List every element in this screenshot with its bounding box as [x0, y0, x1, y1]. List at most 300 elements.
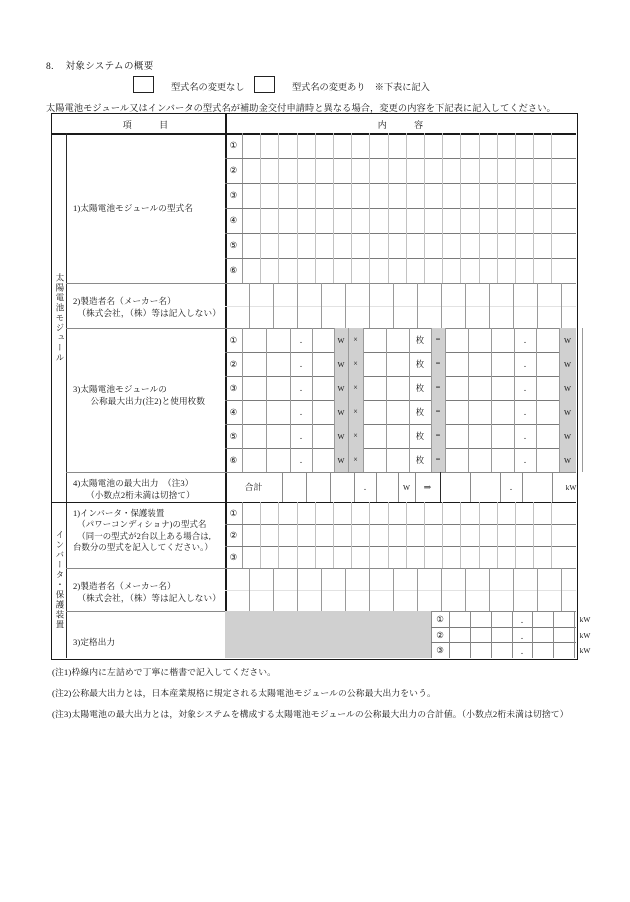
module-output-cell[interactable] [266, 448, 290, 472]
inverter-type-name-cell[interactable] [497, 524, 515, 546]
inverter-maker-cell[interactable] [489, 568, 513, 590]
module-type-name-cell[interactable] [497, 233, 515, 258]
inverter-type-name-cell[interactable] [278, 502, 296, 524]
module-type-name-cell[interactable] [479, 183, 497, 208]
module-type-name-cell[interactable] [388, 183, 406, 208]
inverter-maker-cell[interactable] [441, 590, 465, 612]
module-type-name-cell[interactable] [442, 208, 460, 233]
module-type-name-cell[interactable] [460, 183, 478, 208]
module-output-cell[interactable] [242, 424, 266, 448]
total-output-cell[interactable] [500, 472, 522, 502]
inverter-type-name-cell[interactable] [533, 524, 551, 546]
inverter-type-name-cell[interactable] [551, 502, 569, 524]
module-output-cell[interactable] [468, 328, 491, 352]
rated-output-cell[interactable] [491, 611, 512, 627]
total-output-cell[interactable] [282, 472, 306, 502]
inverter-maker-cell[interactable] [249, 590, 273, 612]
module-output-cell[interactable] [536, 376, 559, 400]
module-type-name-cell[interactable] [333, 183, 351, 208]
module-output-cell[interactable] [468, 376, 491, 400]
module-output-cell[interactable] [386, 400, 409, 424]
inverter-maker-cell[interactable] [393, 590, 417, 612]
inverter-type-name-cell[interactable] [406, 524, 424, 546]
module-maker-cell[interactable] [441, 283, 465, 306]
module-type-name-cell[interactable] [424, 158, 442, 183]
module-type-name-cell[interactable] [460, 208, 478, 233]
rated-output-cell[interactable] [553, 627, 574, 643]
module-type-name-cell[interactable] [406, 158, 424, 183]
inverter-type-name-cell[interactable] [388, 546, 406, 568]
module-output-cell[interactable] [363, 376, 386, 400]
module-type-name-cell[interactable] [369, 133, 387, 158]
inverter-maker-cell[interactable] [513, 568, 537, 590]
module-type-name-cell[interactable] [442, 183, 460, 208]
module-maker-cell[interactable] [561, 283, 585, 306]
checkbox-changed[interactable] [254, 76, 275, 93]
module-type-name-cell[interactable] [315, 258, 333, 283]
inverter-maker-cell[interactable] [417, 568, 441, 590]
inverter-maker-cell[interactable] [225, 568, 249, 590]
inverter-type-name-cell[interactable] [351, 524, 369, 546]
module-type-name-cell[interactable] [460, 158, 478, 183]
module-type-name-cell[interactable] [479, 158, 497, 183]
inverter-maker-cell[interactable] [465, 568, 489, 590]
module-maker-cell[interactable] [369, 306, 393, 329]
module-output-cell[interactable] [491, 448, 514, 472]
module-type-name-cell[interactable] [551, 183, 569, 208]
inverter-type-name-cell[interactable] [460, 502, 478, 524]
inverter-type-name-cell[interactable] [242, 524, 260, 546]
module-type-name-cell[interactable] [333, 233, 351, 258]
module-type-name-cell[interactable] [388, 258, 406, 283]
module-type-name-cell[interactable] [479, 133, 497, 158]
module-output-cell[interactable] [312, 424, 334, 448]
inverter-type-name-cell[interactable] [351, 502, 369, 524]
inverter-maker-cell[interactable] [561, 568, 585, 590]
module-type-name-cell[interactable] [297, 258, 315, 283]
module-type-name-cell[interactable] [515, 158, 533, 183]
module-type-name-cell[interactable] [242, 258, 260, 283]
rated-output-cell[interactable] [553, 611, 574, 627]
module-maker-cell[interactable] [489, 283, 513, 306]
module-output-cell[interactable] [290, 352, 312, 376]
inverter-type-name-cell[interactable] [297, 524, 315, 546]
rated-output-cell[interactable] [470, 611, 491, 627]
rated-output-cell[interactable] [491, 627, 512, 643]
inverter-maker-cell[interactable] [489, 590, 513, 612]
module-maker-cell[interactable] [441, 306, 465, 329]
module-type-name-cell[interactable] [369, 208, 387, 233]
module-type-name-cell[interactable] [242, 133, 260, 158]
module-type-name-cell[interactable] [515, 258, 533, 283]
module-type-name-cell[interactable] [278, 233, 296, 258]
module-output-cell[interactable] [363, 424, 386, 448]
inverter-type-name-cell[interactable] [515, 524, 533, 546]
module-type-name-cell[interactable] [242, 208, 260, 233]
module-maker-cell[interactable] [249, 306, 273, 329]
inverter-maker-cell[interactable] [273, 590, 297, 612]
rated-output-cell[interactable] [512, 627, 532, 643]
module-maker-cell[interactable] [465, 306, 489, 329]
inverter-maker-cell[interactable] [537, 568, 561, 590]
module-type-name-cell[interactable] [278, 133, 296, 158]
inverter-maker-cell[interactable] [465, 590, 489, 612]
module-type-name-cell[interactable] [551, 208, 569, 233]
module-output-cell[interactable] [363, 400, 386, 424]
inverter-type-name-cell[interactable] [351, 546, 369, 568]
module-output-cell[interactable] [266, 400, 290, 424]
module-type-name-cell[interactable] [533, 208, 551, 233]
module-type-name-cell[interactable] [369, 233, 387, 258]
module-maker-cell[interactable] [225, 283, 249, 306]
inverter-type-name-cell[interactable] [406, 502, 424, 524]
module-type-name-cell[interactable] [533, 183, 551, 208]
inverter-maker-cell[interactable] [393, 568, 417, 590]
module-output-cell[interactable] [445, 400, 468, 424]
module-type-name-cell[interactable] [351, 158, 369, 183]
module-maker-cell[interactable] [273, 283, 297, 306]
module-maker-cell[interactable] [273, 306, 297, 329]
module-type-name-cell[interactable] [351, 208, 369, 233]
module-output-cell[interactable] [386, 424, 409, 448]
module-maker-cell[interactable] [345, 306, 369, 329]
module-output-cell[interactable] [536, 400, 559, 424]
module-type-name-cell[interactable] [497, 183, 515, 208]
module-type-name-cell[interactable] [315, 233, 333, 258]
module-output-cell[interactable] [514, 328, 536, 352]
module-type-name-cell[interactable] [442, 233, 460, 258]
module-output-cell[interactable] [514, 400, 536, 424]
rated-output-cell[interactable] [512, 611, 532, 627]
inverter-type-name-cell[interactable] [388, 502, 406, 524]
inverter-type-name-cell[interactable] [479, 502, 497, 524]
module-type-name-cell[interactable] [278, 258, 296, 283]
inverter-type-name-cell[interactable] [369, 502, 387, 524]
module-output-cell[interactable] [312, 448, 334, 472]
total-output-cell[interactable] [376, 472, 398, 502]
inverter-type-name-cell[interactable] [479, 524, 497, 546]
module-output-cell[interactable] [386, 328, 409, 352]
module-output-cell[interactable] [536, 352, 559, 376]
module-type-name-cell[interactable] [260, 208, 278, 233]
inverter-type-name-cell[interactable] [424, 546, 442, 568]
module-type-name-cell[interactable] [515, 133, 533, 158]
module-output-cell[interactable] [468, 400, 491, 424]
inverter-maker-cell[interactable] [537, 590, 561, 612]
inverter-type-name-cell[interactable] [260, 546, 278, 568]
module-output-cell[interactable] [290, 424, 312, 448]
inverter-type-name-cell[interactable] [551, 546, 569, 568]
module-type-name-cell[interactable] [242, 233, 260, 258]
module-output-cell[interactable] [266, 352, 290, 376]
module-type-name-cell[interactable] [333, 208, 351, 233]
module-type-name-cell[interactable] [442, 133, 460, 158]
inverter-maker-cell[interactable] [297, 568, 321, 590]
module-output-cell[interactable] [491, 376, 514, 400]
module-type-name-cell[interactable] [497, 133, 515, 158]
module-output-cell[interactable] [290, 376, 312, 400]
module-type-name-cell[interactable] [278, 208, 296, 233]
module-maker-cell[interactable] [297, 306, 321, 329]
module-output-cell[interactable] [514, 352, 536, 376]
module-output-cell[interactable] [242, 400, 266, 424]
module-maker-cell[interactable] [537, 283, 561, 306]
module-maker-cell[interactable] [369, 283, 393, 306]
inverter-type-name-cell[interactable] [442, 546, 460, 568]
module-type-name-cell[interactable] [333, 133, 351, 158]
rated-output-cell[interactable] [512, 642, 532, 658]
module-output-cell[interactable] [445, 424, 468, 448]
module-output-cell[interactable] [491, 352, 514, 376]
module-type-name-cell[interactable] [533, 158, 551, 183]
inverter-maker-cell[interactable] [345, 568, 369, 590]
rated-output-cell[interactable] [449, 611, 470, 627]
total-output-cell[interactable] [440, 472, 470, 502]
inverter-type-name-cell[interactable] [497, 546, 515, 568]
module-type-name-cell[interactable] [406, 258, 424, 283]
module-type-name-cell[interactable] [260, 158, 278, 183]
inverter-type-name-cell[interactable] [315, 502, 333, 524]
inverter-type-name-cell[interactable] [533, 546, 551, 568]
module-output-cell[interactable] [363, 352, 386, 376]
total-output-cell[interactable] [522, 472, 552, 502]
checkbox-no-change[interactable] [133, 76, 154, 93]
inverter-maker-cell[interactable] [417, 590, 441, 612]
inverter-type-name-cell[interactable] [242, 502, 260, 524]
inverter-maker-cell[interactable] [345, 590, 369, 612]
inverter-type-name-cell[interactable] [333, 524, 351, 546]
module-type-name-cell[interactable] [460, 133, 478, 158]
module-output-cell[interactable] [445, 448, 468, 472]
inverter-maker-cell[interactable] [321, 590, 345, 612]
module-type-name-cell[interactable] [460, 233, 478, 258]
module-type-name-cell[interactable] [333, 258, 351, 283]
module-maker-cell[interactable] [321, 283, 345, 306]
module-maker-cell[interactable] [513, 283, 537, 306]
module-type-name-cell[interactable] [297, 133, 315, 158]
inverter-type-name-cell[interactable] [260, 524, 278, 546]
inverter-type-name-cell[interactable] [515, 502, 533, 524]
module-type-name-cell[interactable] [242, 158, 260, 183]
module-output-cell[interactable] [386, 376, 409, 400]
module-type-name-cell[interactable] [260, 183, 278, 208]
module-type-name-cell[interactable] [369, 158, 387, 183]
module-output-cell[interactable] [514, 424, 536, 448]
module-type-name-cell[interactable] [479, 258, 497, 283]
module-type-name-cell[interactable] [533, 258, 551, 283]
module-output-cell[interactable] [468, 352, 491, 376]
module-output-cell[interactable] [266, 376, 290, 400]
module-type-name-cell[interactable] [369, 183, 387, 208]
inverter-type-name-cell[interactable] [315, 524, 333, 546]
module-output-cell[interactable] [242, 352, 266, 376]
inverter-maker-cell[interactable] [273, 568, 297, 590]
inverter-type-name-cell[interactable] [515, 546, 533, 568]
module-maker-cell[interactable] [417, 306, 441, 329]
module-maker-cell[interactable] [489, 306, 513, 329]
inverter-type-name-cell[interactable] [497, 502, 515, 524]
inverter-type-name-cell[interactable] [460, 524, 478, 546]
inverter-type-name-cell[interactable] [442, 502, 460, 524]
module-type-name-cell[interactable] [278, 183, 296, 208]
module-output-cell[interactable] [491, 400, 514, 424]
module-type-name-cell[interactable] [551, 258, 569, 283]
inverter-type-name-cell[interactable] [442, 524, 460, 546]
module-type-name-cell[interactable] [315, 158, 333, 183]
inverter-type-name-cell[interactable] [315, 546, 333, 568]
module-maker-cell[interactable] [297, 283, 321, 306]
module-output-cell[interactable] [242, 328, 266, 352]
module-type-name-cell[interactable] [388, 133, 406, 158]
module-type-name-cell[interactable] [388, 208, 406, 233]
inverter-maker-cell[interactable] [369, 568, 393, 590]
module-output-cell[interactable] [290, 400, 312, 424]
inverter-type-name-cell[interactable] [333, 502, 351, 524]
rated-output-cell[interactable] [532, 627, 553, 643]
module-type-name-cell[interactable] [315, 208, 333, 233]
module-type-name-cell[interactable] [351, 183, 369, 208]
module-type-name-cell[interactable] [406, 183, 424, 208]
rated-output-cell[interactable] [449, 642, 470, 658]
inverter-type-name-cell[interactable] [388, 524, 406, 546]
module-maker-cell[interactable] [393, 306, 417, 329]
module-type-name-cell[interactable] [297, 183, 315, 208]
rated-output-cell[interactable] [470, 627, 491, 643]
module-type-name-cell[interactable] [424, 258, 442, 283]
module-type-name-cell[interactable] [388, 158, 406, 183]
inverter-type-name-cell[interactable] [406, 546, 424, 568]
module-maker-cell[interactable] [513, 306, 537, 329]
module-type-name-cell[interactable] [260, 133, 278, 158]
rated-output-cell[interactable] [470, 642, 491, 658]
module-output-cell[interactable] [312, 400, 334, 424]
module-type-name-cell[interactable] [424, 233, 442, 258]
module-output-cell[interactable] [290, 448, 312, 472]
module-output-cell[interactable] [386, 352, 409, 376]
inverter-type-name-cell[interactable] [242, 546, 260, 568]
module-output-cell[interactable] [536, 424, 559, 448]
module-output-cell[interactable] [290, 328, 312, 352]
module-type-name-cell[interactable] [369, 258, 387, 283]
module-type-name-cell[interactable] [533, 133, 551, 158]
inverter-type-name-cell[interactable] [460, 546, 478, 568]
module-maker-cell[interactable] [537, 306, 561, 329]
module-type-name-cell[interactable] [406, 233, 424, 258]
inverter-type-name-cell[interactable] [551, 524, 569, 546]
inverter-maker-cell[interactable] [513, 590, 537, 612]
module-type-name-cell[interactable] [260, 233, 278, 258]
module-output-cell[interactable] [445, 352, 468, 376]
module-type-name-cell[interactable] [260, 258, 278, 283]
inverter-maker-cell[interactable] [369, 590, 393, 612]
module-type-name-cell[interactable] [406, 208, 424, 233]
module-type-name-cell[interactable] [351, 233, 369, 258]
module-output-cell[interactable] [312, 352, 334, 376]
module-type-name-cell[interactable] [479, 233, 497, 258]
module-type-name-cell[interactable] [497, 258, 515, 283]
module-type-name-cell[interactable] [424, 133, 442, 158]
module-type-name-cell[interactable] [551, 133, 569, 158]
module-output-cell[interactable] [536, 448, 559, 472]
module-maker-cell[interactable] [393, 283, 417, 306]
inverter-type-name-cell[interactable] [278, 524, 296, 546]
module-output-cell[interactable] [363, 328, 386, 352]
module-type-name-cell[interactable] [315, 183, 333, 208]
module-type-name-cell[interactable] [515, 208, 533, 233]
total-output-cell[interactable] [306, 472, 330, 502]
module-output-cell[interactable] [312, 376, 334, 400]
module-type-name-cell[interactable] [297, 208, 315, 233]
inverter-type-name-cell[interactable] [260, 502, 278, 524]
module-type-name-cell[interactable] [351, 258, 369, 283]
module-type-name-cell[interactable] [533, 233, 551, 258]
module-type-name-cell[interactable] [406, 133, 424, 158]
module-output-cell[interactable] [536, 328, 559, 352]
inverter-type-name-cell[interactable] [479, 546, 497, 568]
module-output-cell[interactable] [266, 328, 290, 352]
module-output-cell[interactable] [363, 448, 386, 472]
inverter-maker-cell[interactable] [441, 568, 465, 590]
inverter-type-name-cell[interactable] [424, 502, 442, 524]
module-output-cell[interactable] [491, 424, 514, 448]
inverter-maker-cell[interactable] [297, 590, 321, 612]
module-type-name-cell[interactable] [515, 233, 533, 258]
module-type-name-cell[interactable] [351, 133, 369, 158]
rated-output-cell[interactable] [532, 642, 553, 658]
inverter-maker-cell[interactable] [225, 590, 249, 612]
module-type-name-cell[interactable] [551, 158, 569, 183]
inverter-maker-cell[interactable] [321, 568, 345, 590]
module-maker-cell[interactable] [345, 283, 369, 306]
module-output-cell[interactable] [242, 376, 266, 400]
module-maker-cell[interactable] [321, 306, 345, 329]
module-maker-cell[interactable] [249, 283, 273, 306]
module-type-name-cell[interactable] [515, 183, 533, 208]
module-output-cell[interactable] [468, 424, 491, 448]
module-type-name-cell[interactable] [315, 133, 333, 158]
module-type-name-cell[interactable] [424, 208, 442, 233]
inverter-maker-cell[interactable] [561, 590, 585, 612]
module-maker-cell[interactable] [225, 306, 249, 329]
module-type-name-cell[interactable] [278, 158, 296, 183]
rated-output-cell[interactable] [449, 627, 470, 643]
module-type-name-cell[interactable] [497, 158, 515, 183]
rated-output-cell[interactable] [491, 642, 512, 658]
inverter-type-name-cell[interactable] [369, 546, 387, 568]
module-type-name-cell[interactable] [333, 158, 351, 183]
rated-output-cell[interactable] [532, 611, 553, 627]
module-output-cell[interactable] [514, 448, 536, 472]
module-maker-cell[interactable] [561, 306, 585, 329]
module-type-name-cell[interactable] [297, 233, 315, 258]
inverter-type-name-cell[interactable] [297, 546, 315, 568]
module-type-name-cell[interactable] [460, 258, 478, 283]
module-type-name-cell[interactable] [442, 258, 460, 283]
inverter-type-name-cell[interactable] [369, 524, 387, 546]
module-type-name-cell[interactable] [388, 233, 406, 258]
inverter-type-name-cell[interactable] [297, 502, 315, 524]
module-type-name-cell[interactable] [442, 158, 460, 183]
total-output-cell[interactable] [552, 472, 582, 502]
total-output-cell[interactable] [330, 472, 354, 502]
module-output-cell[interactable] [514, 376, 536, 400]
module-output-cell[interactable] [312, 328, 334, 352]
module-type-name-cell[interactable] [424, 183, 442, 208]
total-output-cell[interactable] [470, 472, 500, 502]
module-output-cell[interactable] [386, 448, 409, 472]
inverter-type-name-cell[interactable] [333, 546, 351, 568]
module-output-cell[interactable] [445, 328, 468, 352]
